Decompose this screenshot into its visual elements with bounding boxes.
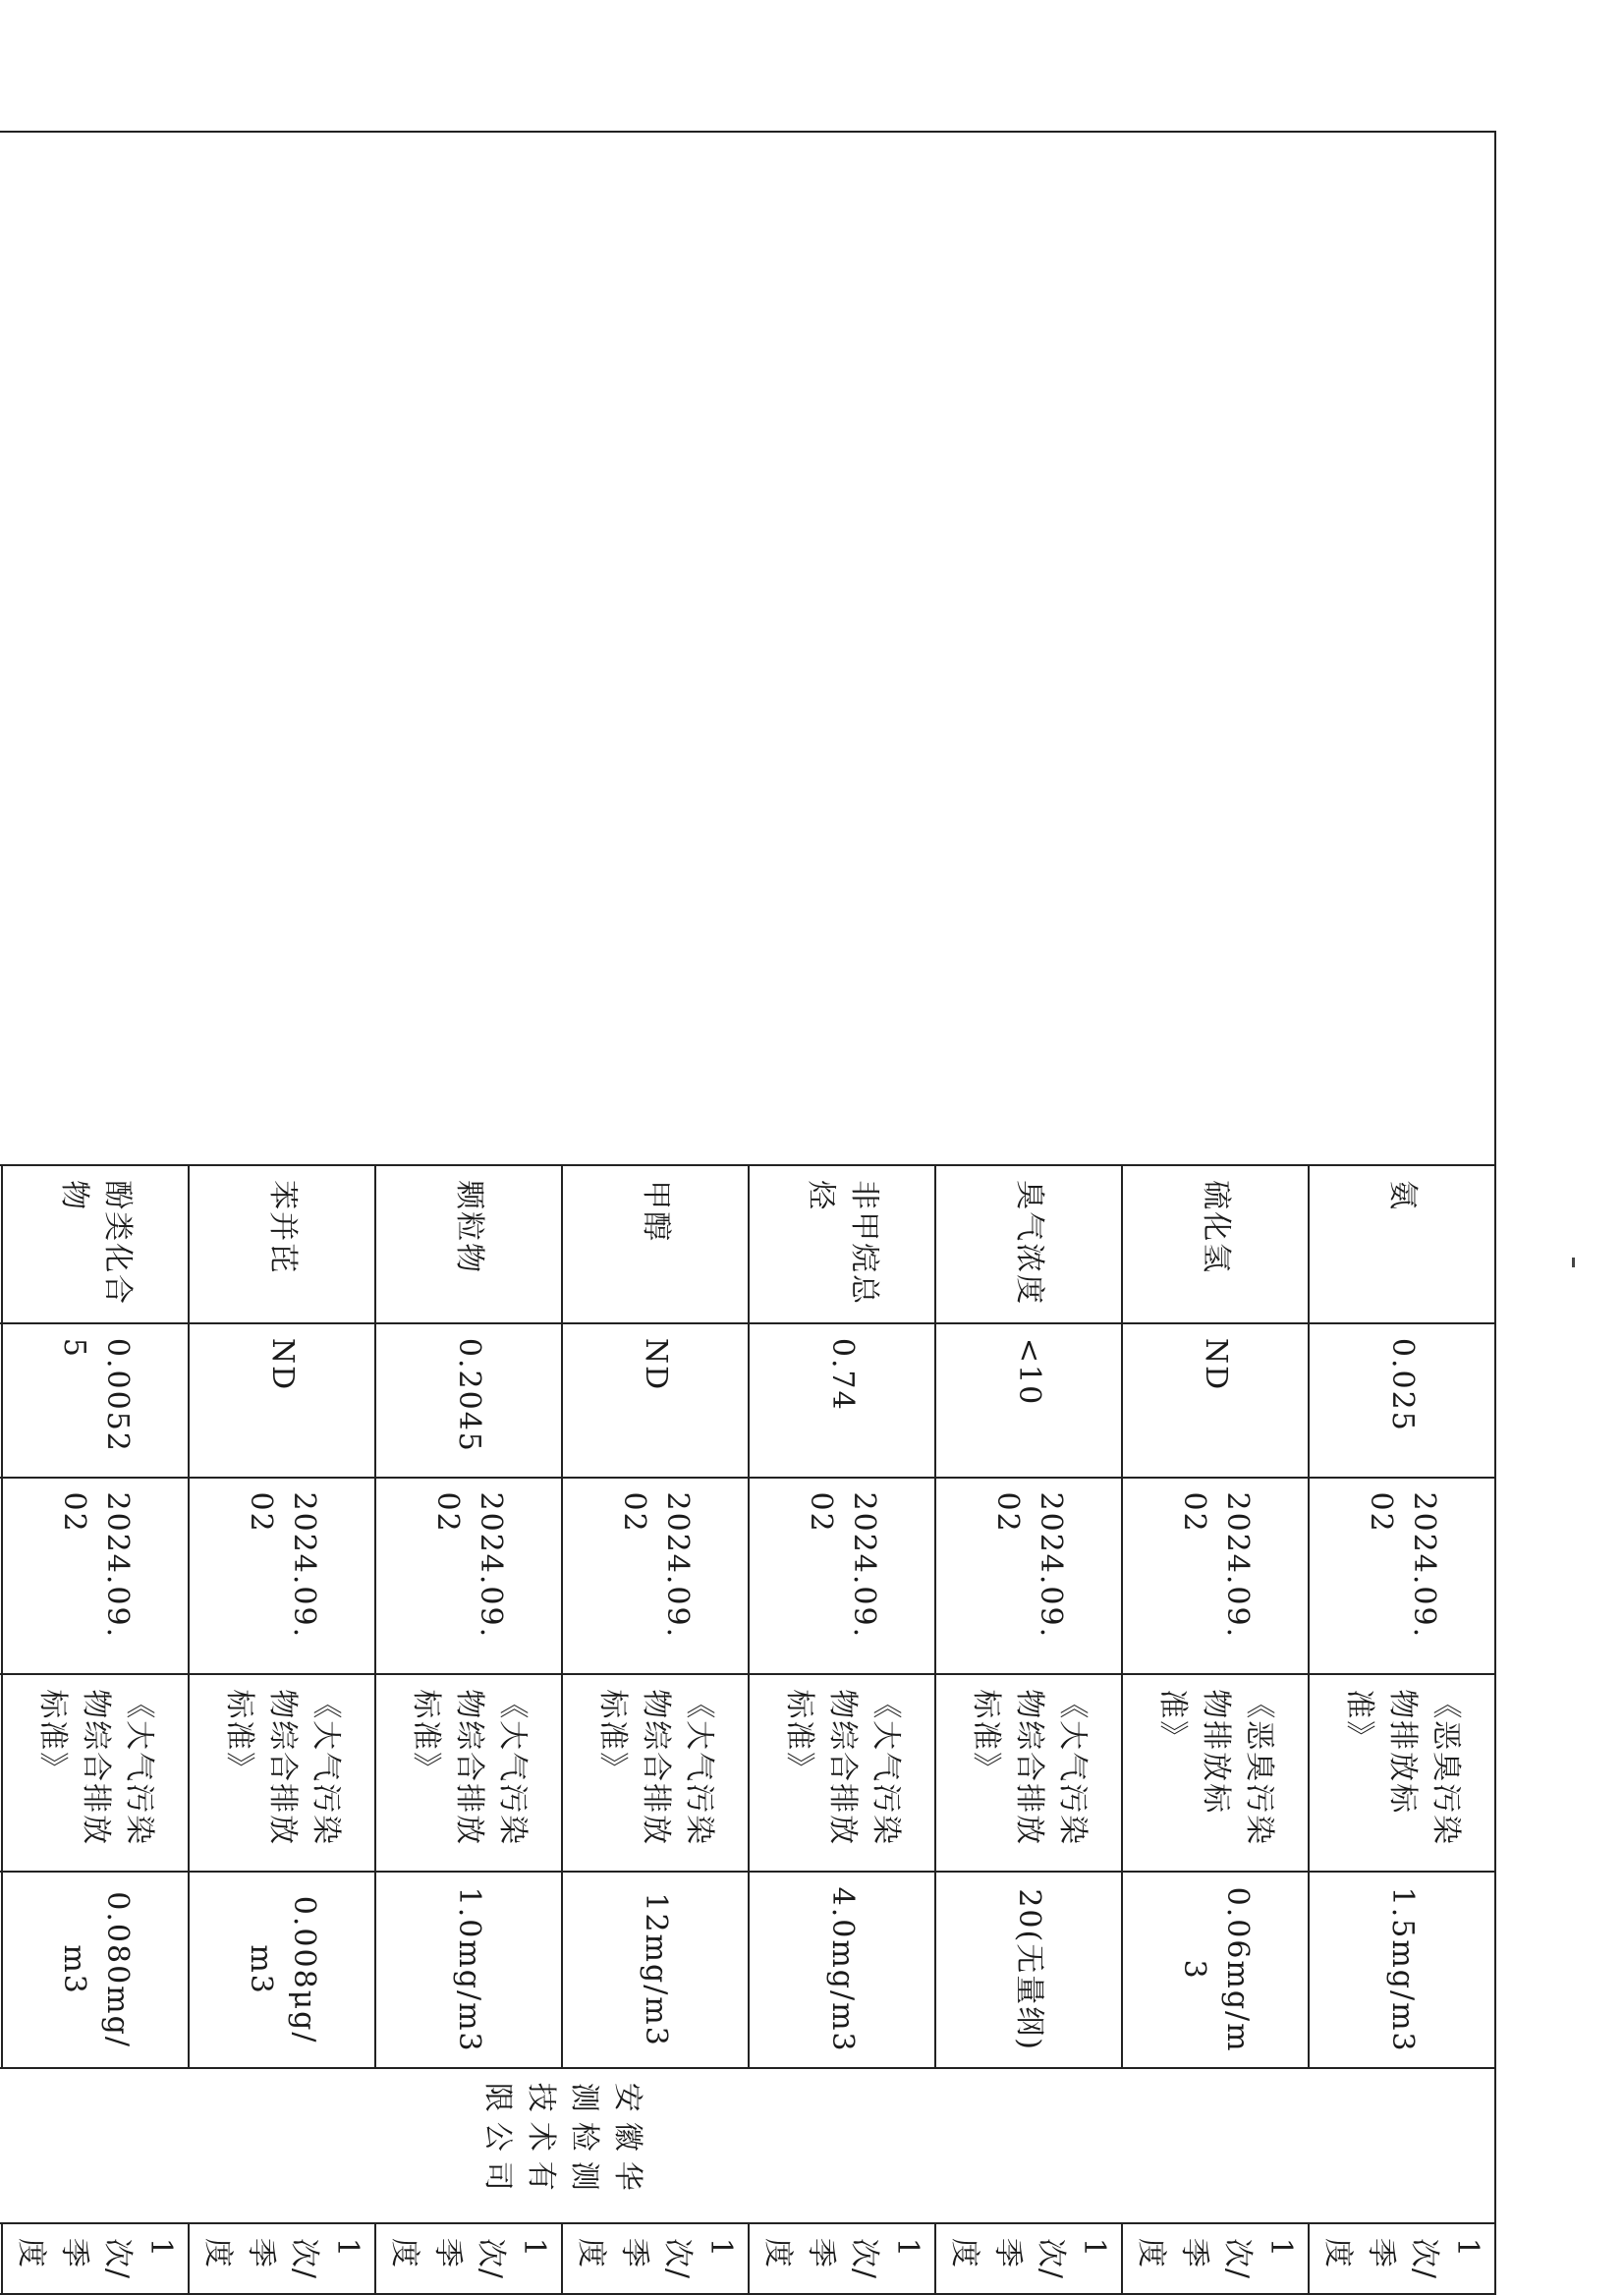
limit-cell: 0.06mg/m3 xyxy=(1122,1872,1309,2067)
frequency-cell: 1次/季度 xyxy=(1309,2223,1495,2294)
scan-mark xyxy=(1572,1258,1575,1267)
date-cell: 2024.09.02 xyxy=(189,1478,375,1675)
item-cell xyxy=(0,1165,2,1323)
standard-cell: 《大气污染物综合排放标准》 xyxy=(935,1674,1122,1872)
standard-cell: 《大气污染物综合排放标准》 xyxy=(375,1674,562,1872)
value-cell: 0.2045 xyxy=(375,1323,562,1478)
value-cell: 0.025 xyxy=(1309,1323,1495,1478)
item-cell: 氨 xyxy=(1309,1165,1495,1323)
standard-cell: 《大气污染物综合排放标准》 xyxy=(189,1674,375,1872)
item-cell: 非甲烷总烃 xyxy=(749,1165,935,1323)
frequency-cell: 1次/季度 xyxy=(749,2223,935,2294)
frequency-cell: 1次/季度 xyxy=(375,2223,562,2294)
frequency-cell: 1次/季度 xyxy=(2,2223,189,2294)
standard-cell: 《大气污染物综合排放标准》 xyxy=(749,1674,935,1872)
item-cell: 臭气浓度 xyxy=(935,1165,1122,1323)
item-cell: 苯并芘 xyxy=(189,1165,375,1323)
value-cell: 0.00525 xyxy=(2,1323,189,1478)
item-cell: 颗粒物 xyxy=(375,1165,562,1323)
frequency-cell: 1次/季度 xyxy=(562,2223,749,2294)
institution-cell: 安徽华测检测技术有限公司 xyxy=(0,2068,1495,2223)
item-cell: 硫化氢 xyxy=(1122,1165,1309,1323)
limit-cell: 0.080mg/m3 xyxy=(2,1872,189,2067)
limit-cell xyxy=(0,1872,2,2067)
standard-cell: 《大气污染物综合排放标准》 xyxy=(562,1674,749,1872)
value-cell: ND xyxy=(562,1323,749,1478)
monitoring-table xyxy=(0,131,1496,2295)
limit-cell: 12mg/m3 xyxy=(562,1872,749,2067)
date-cell: 2024.09.02 xyxy=(375,1478,562,1675)
value-cell xyxy=(0,1323,2,1478)
item-cell: 酚类化合物 xyxy=(2,1165,189,1323)
date-cell: 2024.09.02 xyxy=(1309,1478,1495,1675)
date-cell: 2024.09.02 xyxy=(2,1478,189,1675)
limit-cell: 4.0mg/m3 xyxy=(749,1872,935,2067)
date-cell: 2024.09.02 xyxy=(1122,1478,1309,1675)
monitoring-area-cell xyxy=(0,132,1495,1165)
date-cell: 2024.09.02 xyxy=(935,1478,1122,1675)
value-cell: ND xyxy=(189,1323,375,1478)
monitoring-table-body xyxy=(0,132,1495,2294)
date-cell: 2024.09.02 xyxy=(562,1478,749,1675)
frequency-cell: 1次/季度 xyxy=(1122,2223,1309,2294)
standard-cell: 《恶臭污染物排放标准》 xyxy=(1122,1674,1309,1872)
frequency-cell: 1次/季度 xyxy=(935,2223,1122,2294)
item-cell: 甲醇 xyxy=(562,1165,749,1323)
date-cell xyxy=(0,1478,2,1675)
table-row xyxy=(1309,132,1495,2294)
standard-cell: 《大气污染物综合排放标准》 xyxy=(2,1674,189,1872)
frequency-cell xyxy=(0,2223,2,2294)
frequency-cell: 1次/季度 xyxy=(189,2223,375,2294)
standard-cell xyxy=(0,1674,2,1872)
limit-cell: 1.5mg/m3 xyxy=(1309,1872,1495,2067)
value-cell: 0.74 xyxy=(749,1323,935,1478)
value-cell: ND xyxy=(1122,1323,1309,1478)
limit-cell: 0.008μg/m3 xyxy=(189,1872,375,2067)
limit-cell: 20(无量纲) xyxy=(935,1872,1122,2067)
value-cell: <10 xyxy=(935,1323,1122,1478)
date-cell: 2024.09.02 xyxy=(749,1478,935,1675)
standard-cell: 《恶臭污染物排放标准》 xyxy=(1309,1674,1495,1872)
limit-cell: 1.0mg/m3 xyxy=(375,1872,562,2067)
